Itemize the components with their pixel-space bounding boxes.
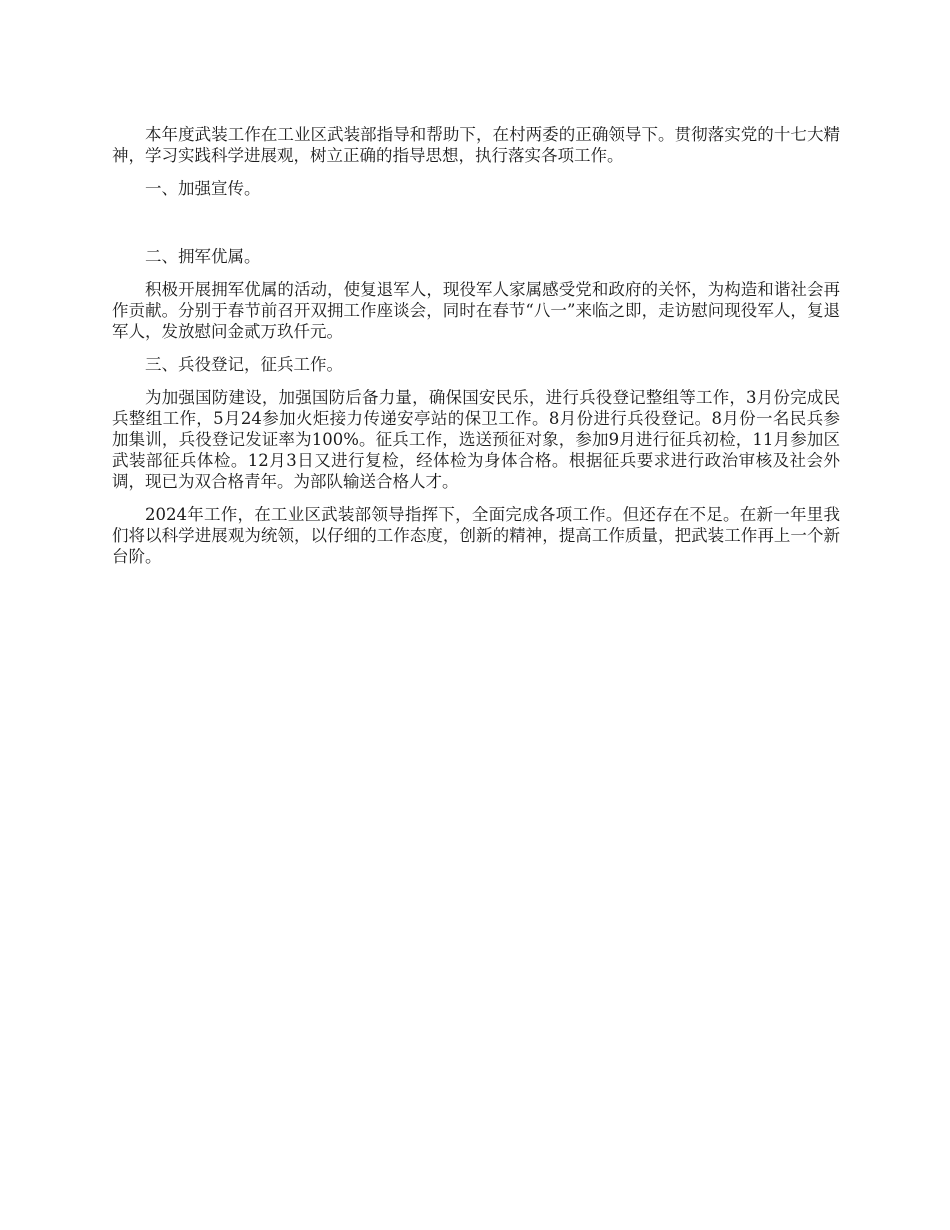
section-heading-support-army: 二、拥军优属。 (145, 247, 261, 266)
summary-paragraph: 2024年工作，在工业区武装部领导指挥下，全面完成各项工作。但还存在不足。在新一年里我们将以科学进展观为统领，以仔细的工作态度，创新的精神，提高工作质量，把武装工作再上一个新台阶。 (112, 505, 840, 566)
intro-paragraph: 本年度武装工作在工业区武装部指导和帮助下，在村两委的正确领导下。贯彻落实党的十七大精神，学习实践科学进展观，树立正确的指导思想，执行落实各项工作。 (112, 125, 840, 165)
section-heading-publicity: 一、加强宣传。 (145, 179, 261, 198)
section-heading-conscription: 三、兵役登记，征兵工作。 (145, 355, 343, 374)
support-army-paragraph: 积极开展拥军优属的活动，使复退军人，现役军人家属感受党和政府的关怀，为构造和谐社会再作贡献。分别于春节前召开双拥工作座谈会，同时在春节“八一”来临之即，走访慰问现役军人，复退军人，发放慰问金贰万玖仟元。 (112, 280, 840, 341)
document-body (112, 124, 840, 579)
conscription-paragraph: 为加强国防建设，加强国防后备力量，确保国安民乐，进行兵役登记整组等工作，3月份完成民兵整组工作，5月24参加火炬接力传递安亭站的保卫工作。8月份进行兵役登记。8月份一名民兵参加集训，兵役登记发证率为100%。征兵工作，选送预征对象，参加9月进行征兵初检，11月参加区武装部征兵体检。12月3日又进行复检，经体检为身体合格。根据征兵要求进行政治审核及社会外调，现已为双合格青年。为部队输送合格人才。 (112, 388, 840, 491)
